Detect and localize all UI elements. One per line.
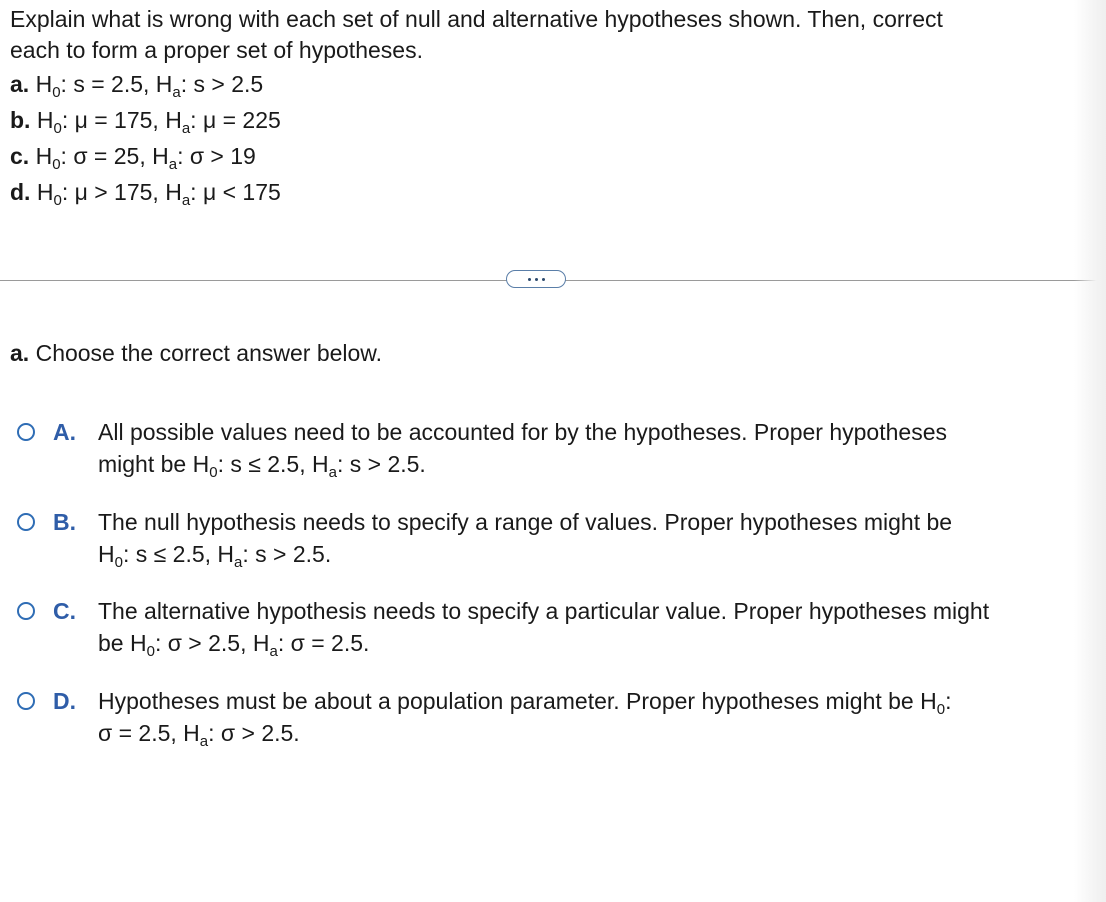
h-symbol: H: [36, 179, 54, 205]
choice-a[interactable]: [17, 416, 1106, 480]
choice-b-pre: H: [98, 541, 115, 567]
choice-c-pre: be H: [98, 630, 147, 656]
alt-hypothesis-expr: : σ > 19: [177, 143, 256, 169]
part-letter: c.: [10, 143, 30, 169]
null-subscript: 0: [114, 554, 123, 571]
null-hypothesis-expr: : μ = 175, H: [61, 107, 182, 133]
choice-d-colon: :: [945, 688, 952, 714]
radio-a[interactable]: [17, 423, 35, 441]
alt-hypothesis-expr: : μ = 225: [190, 107, 281, 133]
h-symbol: H: [36, 107, 54, 133]
null-hypothesis-expr: : μ > 175, H: [61, 179, 182, 205]
choice-text-b: [98, 506, 1106, 570]
hypothesis-part-b: [10, 102, 1090, 138]
part-letter: d.: [10, 179, 31, 205]
choice-letter-c: C.: [53, 598, 76, 624]
hypothesis-part-c: [10, 138, 1090, 174]
alt-subscript: a: [234, 554, 243, 571]
choice-a-alt-expr: : s > 2.5.: [336, 451, 426, 477]
choice-c-line-1: The alternative hypothesis needs to specify a particular value. Proper hypotheses might: [98, 598, 990, 624]
null-hypothesis-expr: : s = 2.5, H: [60, 71, 173, 97]
choice-letter-b: B.: [53, 509, 76, 535]
ellipsis-dot-icon: [535, 278, 538, 281]
h-symbol: H: [35, 71, 53, 97]
alt-subscript: a: [168, 156, 178, 173]
null-subscript: 0: [52, 156, 61, 173]
choice-text-d: [98, 685, 1106, 749]
choice-d-line-2: [98, 717, 1106, 749]
null-subscript: 0: [146, 643, 155, 660]
choice-text-a: [98, 416, 1106, 480]
choice-c-null-expr: : σ > 2.5, H: [154, 630, 270, 656]
alt-hypothesis-expr: : s > 2.5: [180, 71, 264, 97]
alt-subscript: a: [199, 733, 209, 750]
hypothesis-part-d: [10, 174, 1090, 210]
part-letter: b.: [10, 107, 31, 133]
null-subscript: 0: [52, 84, 61, 101]
null-subscript: 0: [209, 464, 218, 481]
alt-subscript: a: [181, 192, 191, 209]
prompt-line-2: each to form a proper set of hypotheses.: [10, 37, 423, 63]
null-subscript: 0: [53, 120, 62, 137]
null-subscript: 0: [936, 701, 946, 718]
part-letter: a.: [10, 71, 30, 97]
choice-letter-d: D.: [53, 688, 76, 714]
null-subscript: 0: [53, 192, 62, 209]
choice-a-line-2: [98, 448, 1106, 480]
instruction-text: Choose the correct answer below.: [29, 340, 383, 366]
question-text: [10, 4, 1090, 66]
choice-d[interactable]: [17, 685, 1106, 749]
alt-subscript: a: [181, 120, 191, 137]
radio-b[interactable]: [17, 513, 35, 531]
choice-b-line-2: [98, 538, 1106, 570]
ellipsis-dot-icon: [528, 278, 531, 281]
h-symbol: H: [35, 143, 53, 169]
alt-subscript: a: [172, 84, 181, 101]
alt-subscript: a: [328, 464, 337, 481]
ellipsis-dot-icon: [542, 278, 545, 281]
choice-letter-a: A.: [53, 419, 76, 445]
choice-b-line-1: The null hypothesis needs to specify a range of values. Proper hypotheses might be: [98, 509, 953, 535]
radio-d[interactable]: [17, 692, 35, 710]
choice-b[interactable]: [17, 506, 1106, 570]
choice-c-line-2: [98, 627, 1106, 659]
null-hypothesis-expr: : σ = 25, H: [60, 143, 169, 169]
choice-a-null-expr: : s ≤ 2.5, H: [217, 451, 329, 477]
choice-c-alt-expr: : σ = 2.5.: [277, 630, 370, 656]
radio-c[interactable]: [17, 602, 35, 620]
question-prompt: [10, 4, 1090, 210]
alt-hypothesis-expr: : μ < 175: [190, 179, 281, 205]
choice-d-line-1: [98, 685, 1106, 717]
choice-a-pre: might be H: [98, 451, 210, 477]
answer-instruction: [10, 338, 382, 369]
choice-text-c: [98, 595, 1106, 659]
choice-d-pre: Hypotheses must be about a population parameter. Proper hypotheses might be H: [98, 688, 937, 714]
choice-b-null-expr: : s ≤ 2.5, H: [122, 541, 235, 567]
choice-b-alt-expr: : s > 2.5.: [242, 541, 332, 567]
choice-d-null-expr: σ = 2.5, H: [98, 720, 200, 746]
more-options-button[interactable]: [506, 270, 566, 288]
alt-subscript: a: [269, 643, 278, 660]
choice-d-alt-expr: : σ > 2.5.: [208, 720, 300, 746]
prompt-line-1: Explain what is wrong with each set of null and alternative hypotheses shown. Then, correct: [10, 6, 943, 32]
choice-a-line-1: All possible values need to be accounted for by the hypotheses. Proper hypotheses: [98, 419, 947, 445]
hypothesis-part-a: [10, 66, 1090, 102]
choice-c[interactable]: [17, 595, 1106, 659]
instruction-letter: a.: [10, 340, 30, 366]
